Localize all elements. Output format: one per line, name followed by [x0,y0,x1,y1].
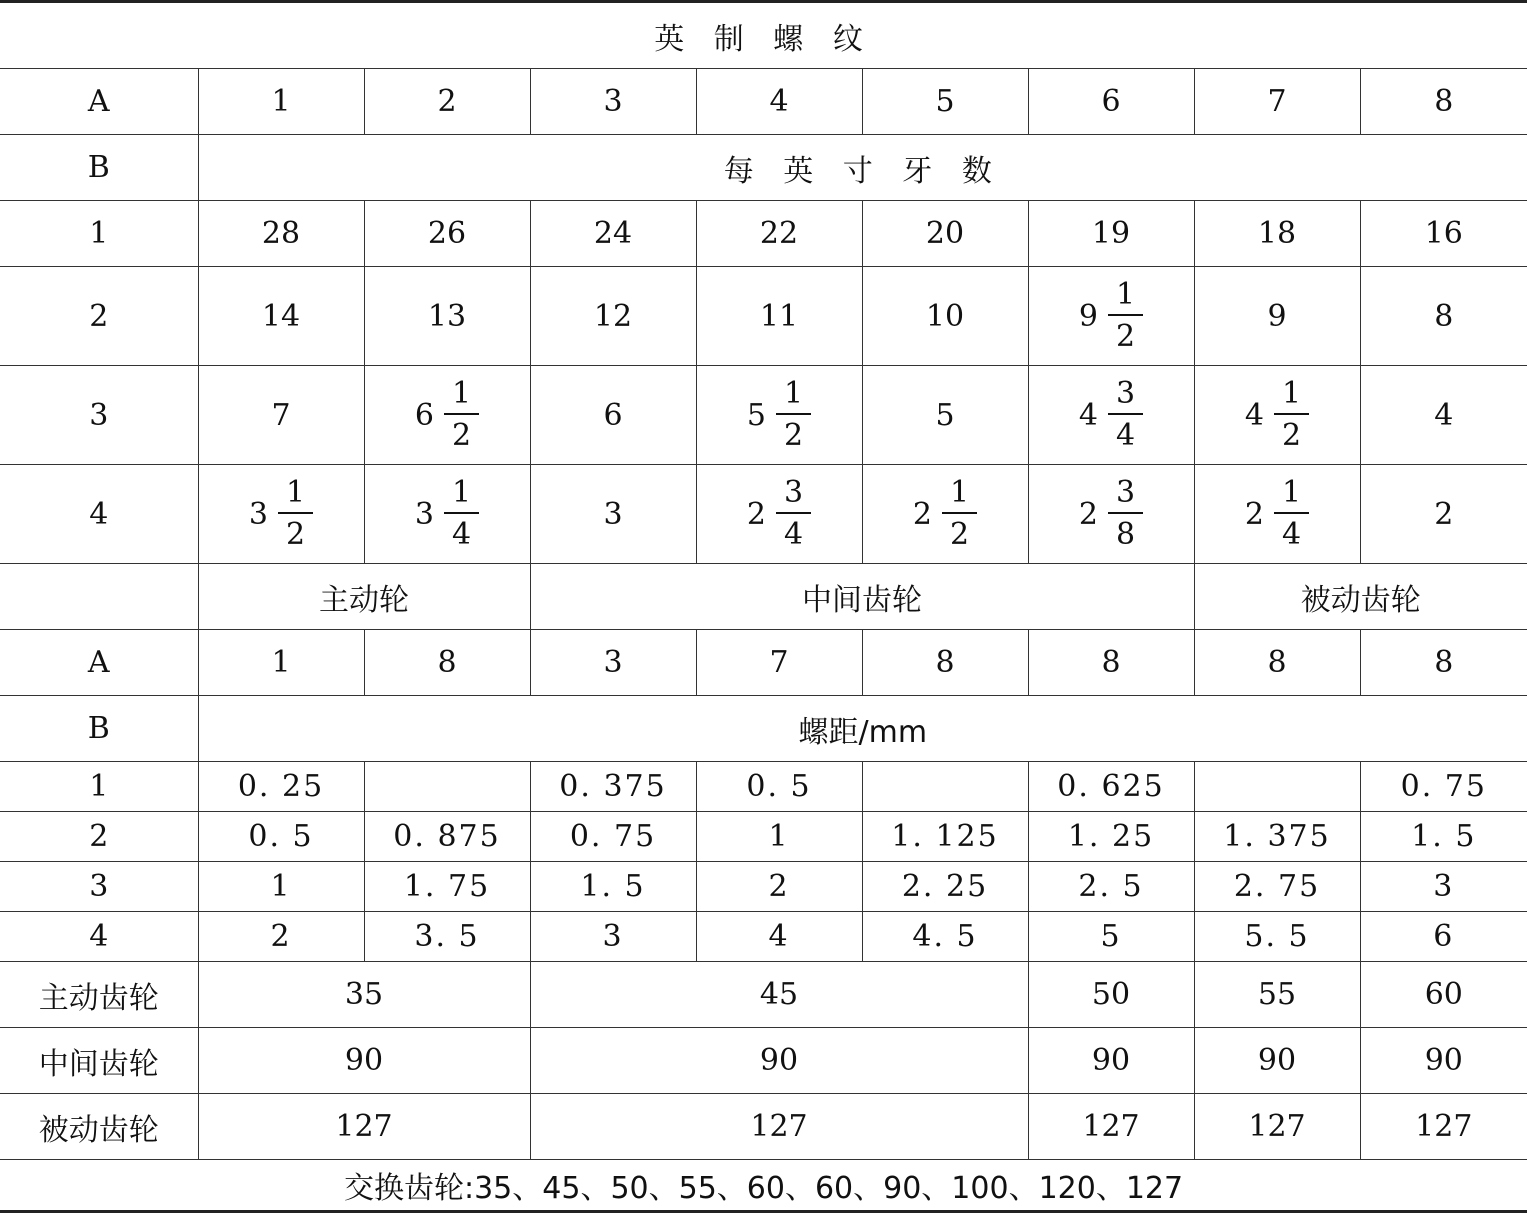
metric-row [0,762,1527,812]
pitch-cell: 5. 5 [1194,912,1360,962]
tpi-header: 每 英 寸 牙 数 [198,135,1527,201]
row-label: 4 [0,465,198,564]
a-cell: 8 [862,630,1028,696]
a-cell: 3 [530,69,696,135]
title-row [0,2,1527,69]
metric-a-row [0,630,1527,696]
whole-part: 22 [759,216,799,251]
whole-part: 13 [427,298,467,334]
row-label-a: A [0,69,198,135]
pitch-cell: 1. 5 [1360,812,1527,862]
a-cell: 8 [364,630,530,696]
a-cell: 7 [696,630,862,696]
gear-value: 90 [1194,1028,1360,1094]
pitch-cell: 2. 25 [862,862,1028,912]
tpi-cell [696,465,862,564]
tpi-cell [530,465,696,564]
numerator: 1 [1274,478,1309,514]
tpi-cell [696,201,862,267]
mixed-number [603,497,622,532]
pitch-cell: 1 [198,862,364,912]
denominator: 2 [784,418,804,453]
imperial-b-row [0,135,1527,201]
gear-value: 55 [1194,962,1360,1028]
denominator: 2 [1282,418,1302,453]
tpi-cell [862,465,1028,564]
whole-part: 4 [1434,397,1454,433]
mixed-number [271,398,290,433]
mixed-number [1078,475,1143,552]
whole-part: 2 [746,496,766,532]
whole-part: 4 [1244,397,1264,433]
row-label: 1 [0,762,198,812]
row-label-b: B [0,135,198,201]
whole-part: 4 [1078,397,1098,433]
fraction [1108,277,1143,354]
whole-part: 9 [1267,298,1287,334]
mixed-number [760,299,798,334]
table-title: 英 制 螺 纹 [0,2,1527,69]
denominator: 4 [1116,418,1136,453]
fraction [1108,376,1143,453]
tpi-cell [1360,366,1527,465]
tpi-cell [696,267,862,366]
mixed-number [248,475,313,552]
whole-part: 28 [261,216,301,251]
tpi-cell [198,366,364,465]
denominator: 2 [950,517,970,552]
mixed-number [414,475,479,552]
a-cell: 8 [1028,630,1194,696]
denominator: 2 [452,418,472,453]
tpi-cell [1194,201,1360,267]
numerator: 1 [776,379,811,415]
fraction [1108,475,1143,552]
fraction [444,376,479,453]
tpi-cell [1360,465,1527,564]
pitch-cell: 2 [198,912,364,962]
gear-row [0,962,1527,1028]
pitch-header: 螺距/mm [198,696,1527,762]
row-label: 3 [0,862,198,912]
gear-value: 90 [198,1028,530,1094]
whole-part: 2 [1434,496,1454,532]
tpi-cell [862,201,1028,267]
mixed-number [428,216,466,251]
a-cell: 2 [364,69,530,135]
a-cell: 3 [530,630,696,696]
imperial-a-row [0,69,1527,135]
intermediate-gear-header: 中间齿轮 [530,564,1194,630]
tpi-cell [1028,366,1194,465]
mixed-number [935,398,954,433]
pitch-cell [364,762,530,812]
driven-gear-header: 被动齿轮 [1194,564,1527,630]
tpi-cell [530,201,696,267]
metric-row [0,812,1527,862]
mixed-number [1078,376,1143,453]
mixed-number [1244,475,1309,552]
pitch-cell: 0. 5 [696,762,862,812]
pitch-cell: 3. 5 [364,912,530,962]
pitch-cell [862,762,1028,812]
pitch-cell: 1. 25 [1028,812,1194,862]
pitch-cell: 1. 375 [1194,812,1360,862]
pitch-cell: 4. 5 [862,912,1028,962]
pitch-cell: 2. 75 [1194,862,1360,912]
gear-row-label: 中间齿轮 [0,1028,198,1094]
a-cell: 4 [696,69,862,135]
denominator: 4 [452,517,472,552]
fraction [942,475,977,552]
gear-value: 45 [530,962,1028,1028]
pitch-cell [1194,762,1360,812]
driving-wheel-header: 主动轮 [198,564,530,630]
tpi-cell [364,465,530,564]
mixed-number [926,216,964,251]
metric-b-row [0,696,1527,762]
pitch-cell: 1. 125 [862,812,1028,862]
whole-part: 19 [1091,216,1131,251]
fraction [776,475,811,552]
mixed-number [603,398,622,433]
whole-part: 14 [261,298,301,334]
whole-part: 12 [593,298,633,334]
mixed-number [746,376,811,453]
mixed-number [594,216,632,251]
imperial-row [0,465,1527,564]
whole-part: 24 [593,216,633,251]
numerator: 1 [1274,379,1309,415]
gear-value: 127 [530,1094,1028,1160]
whole-part: 20 [925,216,965,251]
a-cell: 8 [1194,630,1360,696]
pitch-cell: 3 [530,912,696,962]
denominator: 4 [1282,517,1302,552]
row-label-a: A [0,630,198,696]
fraction [1274,376,1309,453]
gear-row [0,1094,1527,1160]
mixed-number [746,475,811,552]
mixed-number [912,475,977,552]
numerator: 1 [942,478,977,514]
tpi-cell [530,267,696,366]
whole-part: 2 [912,496,932,532]
tpi-cell [530,366,696,465]
pitch-cell: 3 [1360,862,1527,912]
whole-part: 3 [248,496,268,532]
a-cell: 8 [1360,69,1527,135]
gear-value: 127 [198,1094,530,1160]
whole-part: 2 [1244,496,1264,532]
whole-part: 6 [603,397,623,433]
pitch-cell: 5 [1028,912,1194,962]
row-label: 2 [0,267,198,366]
denominator: 8 [1116,517,1136,552]
whole-part: 7 [271,397,291,433]
change-gears-note: 交换齿轮:35、45、50、55、60、60、90、100、120、127 [0,1160,1527,1212]
a-cell: 1 [198,630,364,696]
tpi-cell [1360,267,1527,366]
gear-row-label: 主动齿轮 [0,962,198,1028]
tpi-cell [862,366,1028,465]
a-cell: 7 [1194,69,1360,135]
tpi-cell [1194,465,1360,564]
mixed-number [1434,398,1453,433]
tpi-cell [198,465,364,564]
numerator: 1 [1108,280,1143,316]
row-label: 2 [0,812,198,862]
a-cell: 6 [1028,69,1194,135]
tpi-cell [1360,201,1527,267]
denominator: 2 [286,517,306,552]
mixed-number [1092,216,1130,251]
mixed-number [1434,497,1453,532]
gear-value: 90 [530,1028,1028,1094]
pitch-cell: 1 [696,812,862,862]
imperial-row [0,201,1527,267]
mixed-number [414,376,479,453]
pitch-cell: 1. 75 [364,862,530,912]
whole-part: 3 [603,496,623,532]
pitch-cell: 6 [1360,912,1527,962]
row-label: 4 [0,912,198,962]
whole-part: 10 [925,298,965,334]
gear-value: 90 [1360,1028,1527,1094]
empty-cell [0,564,198,630]
whole-part: 5 [746,397,766,433]
numerator: 1 [444,478,479,514]
gear-row [0,1028,1527,1094]
mixed-number [1425,216,1463,251]
mixed-number [1078,277,1143,354]
pitch-cell: 0. 875 [364,812,530,862]
pitch-cell: 1. 5 [530,862,696,912]
mixed-number [1258,216,1296,251]
fraction [444,475,479,552]
metric-row [0,862,1527,912]
gear-value: 127 [1028,1094,1194,1160]
whole-part: 16 [1424,216,1463,251]
mixed-number [262,216,300,251]
tpi-cell [364,201,530,267]
mixed-number [594,299,632,334]
row-label-b: B [0,696,198,762]
tpi-cell [198,267,364,366]
fraction [278,475,313,552]
numerator: 3 [776,478,811,514]
whole-part: 18 [1257,216,1297,251]
gear-value: 35 [198,962,530,1028]
tpi-cell [1028,201,1194,267]
fraction [776,376,811,453]
mixed-number [1267,299,1286,334]
tpi-cell [364,366,530,465]
whole-part: 9 [1078,298,1098,334]
numerator: 1 [444,379,479,415]
whole-part: 6 [414,397,434,433]
tpi-cell [1194,267,1360,366]
mixed-number [1244,376,1309,453]
pitch-cell: 0. 25 [198,762,364,812]
whole-part: 5 [935,397,955,433]
gear-value: 127 [1360,1094,1527,1160]
row-label: 3 [0,366,198,465]
pitch-cell: 0. 625 [1028,762,1194,812]
pitch-cell: 0. 375 [530,762,696,812]
denominator: 2 [1116,319,1136,354]
gear-value: 127 [1194,1094,1360,1160]
pitch-cell: 4 [696,912,862,962]
gear-value: 50 [1028,962,1194,1028]
numerator: 1 [278,478,313,514]
mixed-number [262,299,300,334]
whole-part: 2 [1078,496,1098,532]
mixed-number [926,299,964,334]
mixed-number [1434,299,1453,334]
imperial-row [0,366,1527,465]
gear-value: 60 [1360,962,1527,1028]
footer-row [0,1160,1527,1212]
tpi-cell [198,201,364,267]
tpi-cell [364,267,530,366]
pitch-cell: 0. 75 [530,812,696,862]
whole-part: 11 [759,298,799,334]
mixed-number [760,216,798,251]
mixed-number [428,299,466,334]
pitch-cell: 2. 5 [1028,862,1194,912]
whole-part: 26 [427,216,467,251]
pitch-cell: 0. 5 [198,812,364,862]
numerator: 3 [1108,379,1143,415]
whole-part: 3 [414,496,434,532]
tpi-cell [1028,465,1194,564]
gear-value: 90 [1028,1028,1194,1094]
row-label: 1 [0,201,198,267]
tpi-cell [1194,366,1360,465]
tpi-cell [696,366,862,465]
denominator: 4 [784,517,804,552]
fraction [1274,475,1309,552]
tpi-cell [862,267,1028,366]
tpi-cell [1028,267,1194,366]
numerator: 3 [1108,478,1143,514]
whole-part: 8 [1434,298,1454,334]
metric-row [0,912,1527,962]
pitch-cell: 2 [696,862,862,912]
imperial-row [0,267,1527,366]
a-cell: 1 [198,69,364,135]
gear-group-header-row [0,564,1527,630]
a-cell: 5 [862,69,1028,135]
gear-row-label: 被动齿轮 [0,1094,198,1160]
pitch-cell: 0. 75 [1360,762,1527,812]
a-cell: 8 [1360,630,1527,696]
